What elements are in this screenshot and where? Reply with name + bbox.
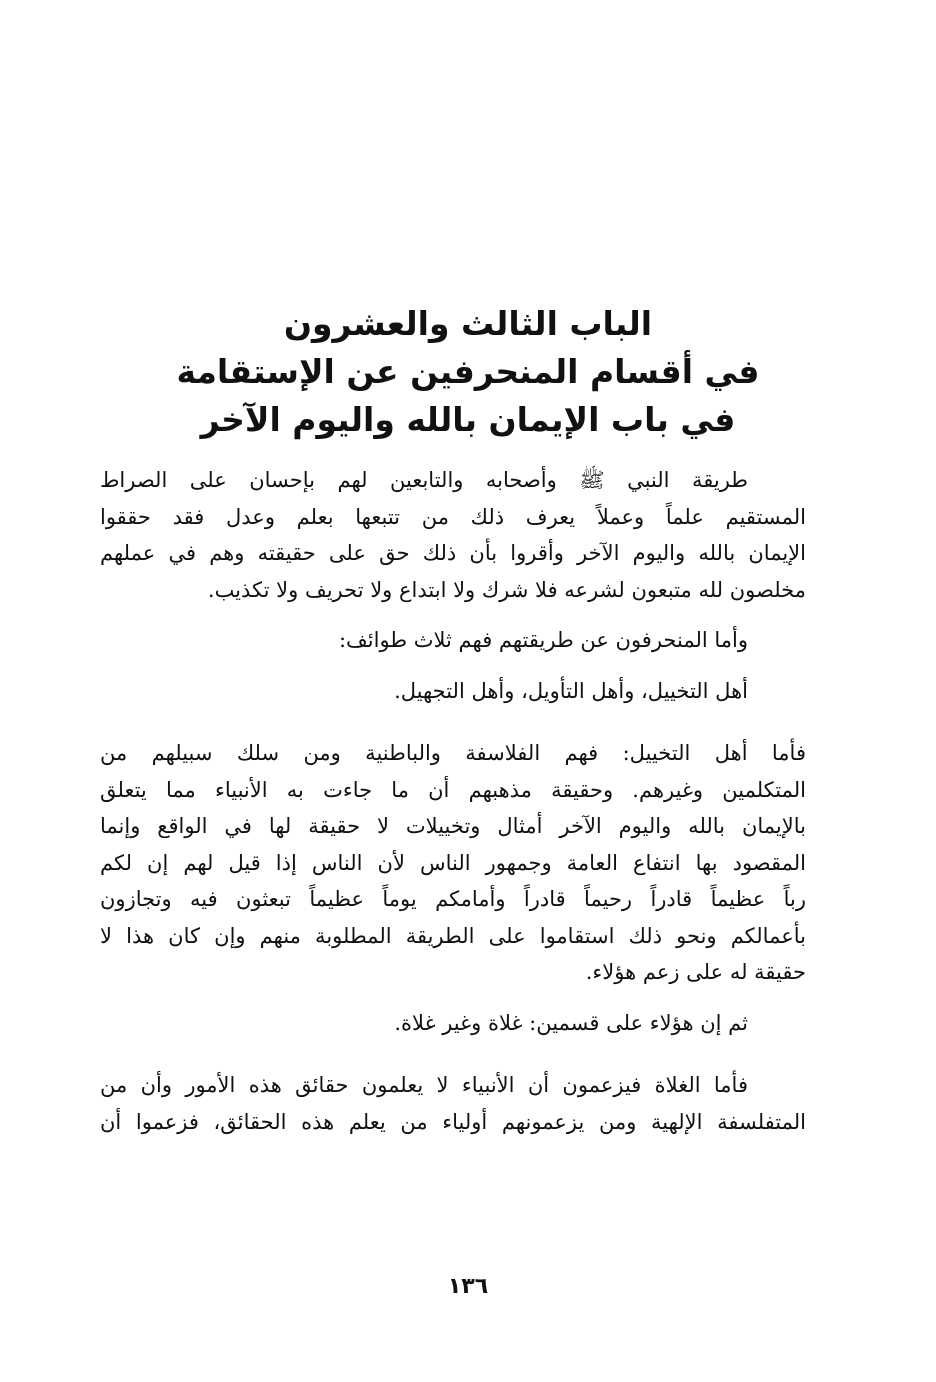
text-line: وأما المنحرفون عن طريقتهم فهم ثلاث طوائف: xyxy=(338,628,748,652)
text-line: المقصود بها انتفاع العامة وجمهور الناس لأن الناس إذا قيل لهم إن لكم xyxy=(100,850,806,875)
paragraph-6 xyxy=(100,1067,806,1140)
text-line: فأما أهل التخييل: فهم الفلاسفة والباطنية ومن سلك سبيلهم من xyxy=(100,741,806,765)
chapter-title: الباب الثالث والعشرون xyxy=(283,304,653,343)
text-line: المتكلمين وغيرهم. وحقيقة مذهبهم أن ما جاءت به الأنبياء مما يتعلق xyxy=(100,777,806,802)
text-line: المستقيم علماً وعملاً يعرف ذلك من تتبعها بعلم وعدل فقد حققوا xyxy=(100,504,806,529)
text-line: مخلصون لله متبعون لشرعه فلا شرك ولا ابتداع ولا تحريف ولا تكذيب. xyxy=(207,577,806,602)
text-line: الإيمان بالله واليوم الآخر وأقروا بأن ذلك حق على حقيقته وهم في عملهم xyxy=(100,541,806,565)
text-line: المتفلسفة الإلهية ومن يزعمونهم أولياء من يعلم هذه الحقائق، فزعموا أن xyxy=(100,1109,806,1134)
text-line: بأعمالكم ونحو ذلك استقاموا على الطريقة المطلوبة منهم وإن كان هذا لا xyxy=(100,923,806,948)
paragraph-4 xyxy=(100,735,806,991)
text-line: أهل التخييل، وأهل التأويل، وأهل التجهيل. xyxy=(394,678,748,703)
text-line: ثم إن هؤلاء على قسمين: غلاة وغير غلاة. xyxy=(394,1010,748,1035)
paragraph-5 xyxy=(100,1005,806,1042)
text-line: بالإيمان بالله واليوم الآخر أمثال وتخييلات لا حقيقة لها في الواقع وإنما xyxy=(100,814,806,838)
page-number: ١٣٦ xyxy=(447,1274,489,1299)
body-text xyxy=(100,462,806,1140)
paragraph-1 xyxy=(100,462,806,608)
chapter-heading xyxy=(140,300,796,444)
text-line: طريقة النبي ﷺ وأصحابه والتابعين لهم بإحسان على الصراط xyxy=(100,468,748,492)
text-line: فأما الغلاة فيزعمون أن الأنبياء لا يعلمون حقائق هذه الأمور وأن من xyxy=(100,1073,748,1097)
text-line: رباً عظيماً قادراً رحيماً قادراً وأمامكم يوماً عظيماً تبعثون فيه وتجازون xyxy=(100,887,806,911)
chapter-subtitle-2: في باب الإيمان بالله واليوم الآخر xyxy=(200,400,736,439)
text-line: حقيقة له على زعم هؤلاء. xyxy=(585,960,806,984)
chapter-subtitle-1: في أقسام المنحرفين عن الإستقامة xyxy=(176,352,760,391)
paragraph-3 xyxy=(100,673,806,710)
paragraph-2 xyxy=(100,622,806,659)
